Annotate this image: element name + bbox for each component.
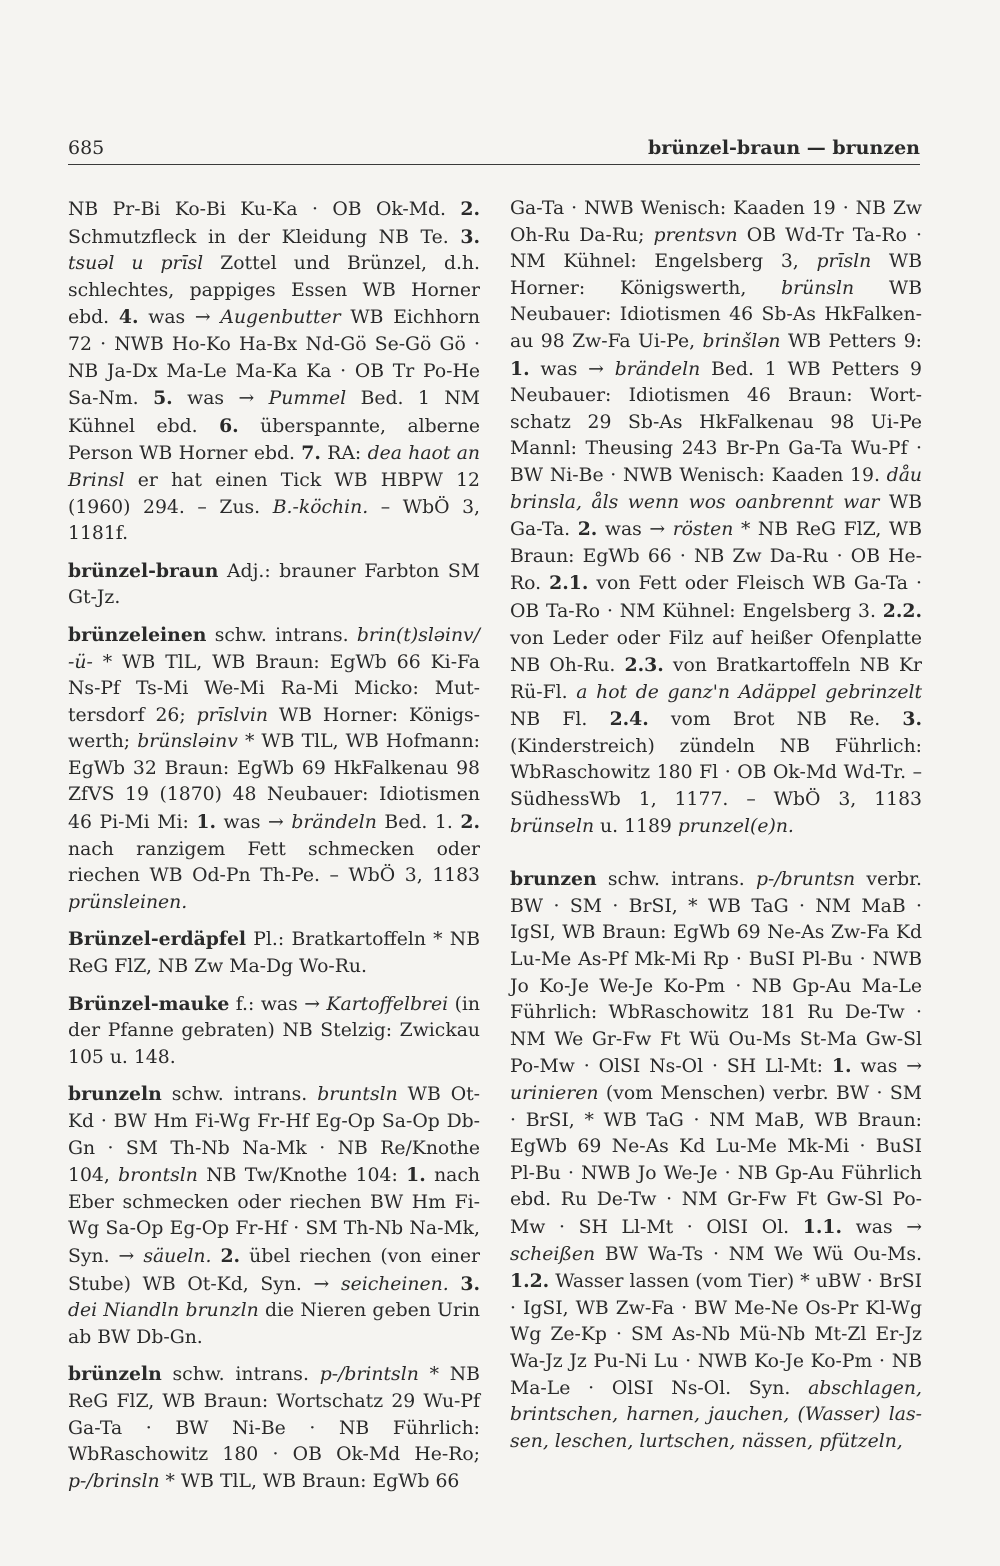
entry-text: was →: [529, 358, 615, 380]
italic-form: B.-köchin.: [272, 496, 369, 518]
italic-form: prīslvin: [196, 704, 268, 726]
sense-number: 2.2.: [882, 599, 922, 622]
sense-number: 2.: [577, 518, 598, 541]
sense-number: 1.1.: [802, 1215, 843, 1238]
entry-text: Wasser lassen (vom Tier) * uBW · BrSI · IgSI, WB Zw-Fa · BW Me-Ne Os-Pr Kl-Wg Wg Ze-Kp · SM As-Nb Mü-Nb Mt-Zl Er-Jz Wa-Jz Jz Pu-Ni Lu · NWB Ko-Je Ko-Pm · NB Ma-Le · OlSI Ns-Ol. Syn.: [510, 1271, 922, 1399]
italic-form: brändeln: [291, 812, 377, 834]
italic-form: brinšlən: [702, 330, 781, 352]
running-head: brünzel-braun — brunzen: [648, 137, 920, 159]
italic-form: dea haot an Brinsl: [68, 443, 480, 491]
entry-headword: brünzeleinen: [68, 623, 207, 646]
italic-form: p-/brinsln: [68, 1470, 160, 1492]
entry-text: * WB TlL, WB Hofmann: EgWb 32 Braun: EgWb 69 HkFalkenau 98 ZfVS 19 (1870) 48 Neubauer: Idiotismen 46 Pi-Mi Mi:: [68, 731, 480, 834]
entry-text: übel riechen (von einer Stube) WB Ot-Kd, Syn. →: [68, 1245, 480, 1295]
dictionary-entry: [68, 558, 480, 612]
italic-form: rösten: [672, 519, 734, 541]
entry-text: er hat einen Tick WB HBPW 12 (1960) 294. – Zus.: [68, 469, 480, 518]
dictionary-entry: [68, 991, 480, 1072]
entry-text: * NB ReG FlZ, WB Braun: EgWb 66 · NB Zw Da-Ru · OB He-Ro.: [510, 519, 922, 595]
entry-text: WB Ot-Kd · BW Hm Fi-Wg Fr-Hf Eg-Op Sa-Op Db-Gn · SM Th-Nb Na-Mk · NB Re/Knothe 104,: [68, 1084, 480, 1187]
entry-text: Adj.: brauner Farbton SM Gt-Jz.: [68, 560, 480, 609]
entry-text: NB Fl.: [510, 709, 610, 731]
dictionary-entry: [68, 622, 480, 917]
sense-number: 5.: [153, 387, 173, 410]
entry-text: (Kinderstreich) zündeln NB Führlich: WbRaschowitz 180 Fl · OB Ok-Md Wd-Tr. – SüdhessWb 1, 1177. – WbÖ 3, 1183: [510, 735, 922, 811]
italic-form: tsuəl u prīsl: [68, 253, 204, 275]
italic-form: prunzel(e)n.: [677, 815, 794, 837]
entry-text: Bed. 1.: [376, 812, 461, 834]
dictionary-entry: [68, 196, 480, 548]
entry-text: WB Horner: Königswerth,: [510, 251, 923, 299]
sense-number: 6.: [219, 414, 239, 437]
left-column: [68, 196, 480, 1505]
sense-number: 3.: [460, 225, 480, 248]
sense-number: 2.3.: [624, 654, 664, 677]
italic-form: Augenbutter: [220, 307, 341, 329]
entry-text: nach ranzigem Fett schmecken oder riechen WB Od-Pn Th-Pe. – WbÖ 3, 1183: [68, 838, 480, 887]
italic-form: brünsln: [781, 277, 855, 299]
entry-text: Bed. 1 WB Petters 9 Neubauer: Idiotismen 46 Braun: Wortschatz 29 Sb-As HkFalkenau 98 Ui-Pe Mannl: Theusing 243 Br-Pn Ga-Ta Wu-Pf · BW Ni-Be · NWB Wenisch: Kaaden 19.: [510, 358, 923, 486]
entry-text: [449, 1274, 461, 1295]
entry-text: WB Horner: Königswerth;: [68, 704, 480, 753]
entry-text: schw. intrans.: [596, 869, 756, 891]
italic-form: brünsləinv: [137, 731, 238, 753]
dictionary-entry: [510, 196, 922, 840]
entry-text: Ga-Ta · NWB Wenisch: Kaaden 19 · NB Zw Oh-Ru Da-Ru;: [510, 198, 922, 246]
sense-number: 2.4.: [609, 708, 649, 731]
entry-text: was →: [597, 519, 673, 541]
italic-form: Kartoffelbrei: [326, 993, 449, 1015]
entry-headword: brünzeln: [68, 1363, 162, 1386]
entry-text: f.: was →: [229, 993, 327, 1015]
sense-number: 2.1.: [549, 572, 589, 595]
entry-text: von Leder oder Filz auf heißer Ofenplatte NB Oh-Ru.: [510, 627, 922, 677]
entry-headword: brünzel-braun: [68, 559, 219, 582]
page-header: [68, 132, 920, 165]
entry-text: schw. intrans.: [161, 1364, 320, 1386]
entry-headword: brunzeln: [68, 1083, 162, 1106]
entry-text: überspannte, alberne Person WB Horner ebd.: [68, 415, 480, 465]
entry-text: (in der Pfanne gebraten) NB Stelzig: Zwickau 105 u. 148.: [68, 993, 481, 1068]
italic-form: dei Niandln brunzln: [68, 1300, 259, 1322]
sense-number: 1.2.: [510, 1270, 550, 1293]
entry-text: vom Brot NB Re.: [648, 709, 903, 731]
dictionary-entry: [68, 926, 480, 980]
sense-number: 2.: [460, 811, 480, 834]
entry-text: NB Pr-Bi Ko-Bi Ku-Ka · OB Ok-Md.: [68, 199, 461, 220]
italic-form: säueln.: [143, 1245, 212, 1267]
entry-text: OB Wd-Tr Ta-Ro · NM Kühnel: Engelsberg 3,: [510, 224, 922, 273]
italic-form: Pummel: [268, 388, 347, 410]
entry-text: – WbÖ 3, 1181f.: [68, 496, 480, 545]
entry-text: Bed. 1 NM Kühnel ebd.: [68, 388, 481, 437]
italic-form: brünseln: [510, 815, 595, 837]
dictionary-entry: [68, 1081, 480, 1351]
entry-text: u. 1189: [594, 815, 678, 837]
entry-text: was →: [842, 1216, 922, 1238]
entry-text: schw. intrans.: [161, 1084, 318, 1106]
right-column: [510, 196, 922, 1465]
dictionary-entry: [68, 1361, 480, 1495]
italic-form: a hot de ganz'n Adäppel gebrinzelt: [576, 681, 923, 703]
italic-form: brändeln: [614, 358, 701, 380]
italic-form: brontsln: [118, 1165, 198, 1187]
sense-number: 4.: [118, 306, 139, 329]
entry-text: WB Neubauer: Idiotismen 46 Sb-As HkFalkenau 98 Zw-Fa Ui-Pe,: [510, 277, 922, 352]
entry-text: (vom Menschen) verbr. BW · SM · BrSI, * WB TaG · NM MaB, WB Braun: EgWb 69 Ne-As Kd Lu-Me Mk-Mi · BuSI Pl-Bu · NWB Jo We-Je · NB Gp-Au Führlich ebd. Ru De-Tw · NM Gr-Fw Ft Gw-Sl Po-Mw · SH Ll-Mt · OlSI Ol.: [510, 1083, 922, 1238]
entry-text: WB Petters 9:: [780, 330, 922, 352]
sense-number: 2.: [460, 198, 480, 220]
italic-form: scheißen: [510, 1243, 596, 1265]
page-number: 685: [68, 137, 105, 159]
sense-number: 1.: [510, 357, 530, 380]
entry-text: nach Eber schmecken oder riechen BW Hm Fi-Wg Sa-Op Eg-Op Fr-Hf · SM Th-Nb Na-Mk, Syn. →: [68, 1165, 480, 1267]
italic-form: p-/bruntsn: [755, 869, 856, 891]
entry-text: WB Ga-Ta.: [510, 491, 923, 541]
italic-form: brin(t)sləinv/ -ü-: [68, 624, 480, 673]
entry-text: * WB TlL, WB Braun: EgWb 66: [159, 1470, 460, 1492]
entry-text: was →: [215, 812, 292, 834]
italic-form: prentsvn: [653, 224, 738, 246]
entry-text: von Bratkartoffeln NB Kr Rü-Fl.: [510, 655, 922, 703]
sense-number: 3.: [902, 708, 922, 731]
sense-number: 3.: [460, 1272, 480, 1295]
entry-headword: Brünzel-mauke: [68, 992, 230, 1015]
entry-headword: brunzen: [510, 868, 597, 891]
entry-text: BW Wa-Ts · NM We Wü Ou-Ms.: [595, 1243, 922, 1265]
sense-number: 1.: [196, 811, 216, 834]
entry-text: WB Eichhorn 72 · NWB Ho-Ko Ha-Bx Nd-Gö Se-Gö Gö · NB Ja-Dx Ma-Le Ma-Ka Ka · OB Tr Po-He Sa-Nm.: [68, 307, 480, 410]
italic-form: prünsleinen.: [68, 891, 188, 913]
entry-text: verbr. BW · SM · BrSI, * WB TaG · NM MaB · IgSI, WB Braun: EgWb 69 Ne-As Zw-Fa Kd Lu-Me As-Pf Mk-Mi Rp · BuSI Pl-Bu · NWB Jo Ko-Je We-Je Ko-Pm · NB Gp-Au Ma-Le Führlich: WbRaschowitz 181 Ru De-Tw · NM We Gr-Fw Ft Wü Ou-Ms St-Ma Gw-Sl Po-Mw · OlSI Ns-Ol · SH Ll-Mt:: [510, 869, 922, 1078]
entry-text: Zottel und Brünzel, d.h. schlechtes, pappiges Essen WB Horner ebd.: [68, 253, 481, 329]
sense-number: 1.: [406, 1164, 426, 1187]
entry-text: was →: [138, 307, 221, 329]
entry-text: Pl.: Bratkartoffeln * NB ReG FlZ, NB Zw Ma-Dg Wo-Ru.: [68, 929, 480, 978]
entry-text: von Fett oder Fleisch WB Ga-Ta · OB Ta-Ro · NM Kühnel: Engelsberg 3.: [510, 573, 922, 622]
italic-form: seicheinen.: [340, 1273, 449, 1295]
italic-form: prīsln: [816, 251, 872, 273]
dictionary-entry: [510, 866, 922, 1455]
italic-form: urinieren: [510, 1083, 599, 1104]
entry-text: was →: [851, 1056, 922, 1078]
italic-form: p-/brintsln: [319, 1364, 419, 1386]
entry-text: RA:: [320, 443, 368, 465]
italic-form: dåu brinsla, åls wenn wos oanbrennt war: [510, 464, 922, 513]
entry-text: schw. intrans.: [206, 624, 357, 646]
entry-text: * NB ReG FlZ, WB Braun: Wortschatz 29 Wu-Pf Ga-Ta · BW Ni-Be · NB Führlich: WbRaschowitz 180 · OB Ok-Md He-Ro;: [68, 1364, 480, 1466]
entry-text: Schmutzfleck in der Kleidung NB Te.: [68, 226, 461, 248]
sense-number: 2.: [220, 1244, 241, 1267]
sense-number: 1.: [831, 1055, 852, 1078]
entry-text: was →: [172, 388, 269, 410]
entry-text: die Nieren geben Urin ab BW Db-Gn.: [68, 1300, 480, 1348]
sense-number: 7.: [301, 442, 321, 465]
entry-text: * WB TlL, WB Braun: EgWb 66 Ki-Fa Ns-Pf Ts-Mi We-Mi Ra-Mi Micko: Muttersdorf 26;: [68, 651, 480, 726]
entry-text: NB Tw/Knothe 104:: [197, 1165, 407, 1187]
entry-headword: Brünzel-erdäpfel: [68, 928, 247, 951]
italic-form: abschlagen, brintschen, harnen, jauchen, (Wasser) lassen, leschen, lurtschen, nässen, pfützeln,: [510, 1377, 922, 1452]
italic-form: bruntsln: [317, 1084, 398, 1106]
